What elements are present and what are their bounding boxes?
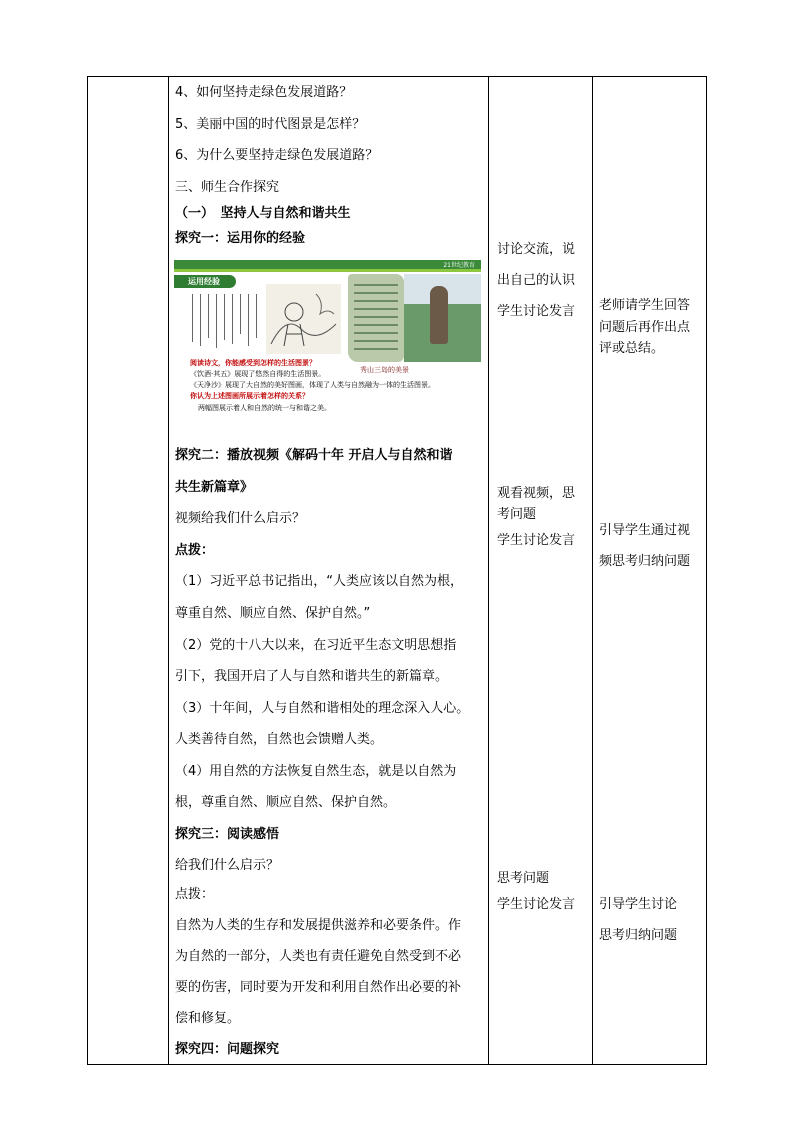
slide-logo: 21世纪教育 — [443, 262, 475, 269]
point-5-line1: 自然为人类的生存和发展提供滋养和必要条件。作 — [175, 918, 462, 933]
question-4: 4、如何坚持走绿色发展道路？ — [175, 85, 353, 100]
student-activity-2-line3: 学生讨论发言 — [497, 533, 576, 548]
column-divider — [488, 77, 489, 1064]
teacher-note-3-line2: 思考归纳问题 — [599, 928, 678, 943]
student-activity-3-line1: 思考问题 — [497, 871, 550, 886]
slide-question-1: 阅读诗文，你能感受到怎样的生活图景？ — [190, 359, 316, 367]
explore-3-heading: 探究三：阅读感悟 — [175, 827, 280, 842]
subsection-heading: （一） 坚持人与自然和谐共生 — [175, 206, 351, 221]
column-divider — [168, 77, 169, 1064]
question-5: 5、美丽中国的时代图景是怎样？ — [175, 117, 366, 132]
slide-header-stripe — [174, 269, 481, 272]
explore-2-heading-line2: 共生新篇章》 — [175, 480, 254, 495]
point-4-line2: 根，尊重自然、顺应自然、保护自然。 — [175, 795, 397, 810]
slide-answer-2: 《天净沙》展现了大自然的美好图画，体现了人类与自然融为一体的生活图景。 — [190, 381, 435, 389]
ink-painting-image — [266, 284, 341, 354]
poem-calligraphy-image — [188, 294, 263, 350]
video-question: 视频给我们什么启示？ — [175, 511, 306, 526]
hint-label: 点拨： — [175, 543, 215, 558]
student-activity-1-line2: 出自己的认识 — [497, 273, 576, 288]
slide-answer-3: 两幅图展示着人和自然的统一与和谐之美。 — [198, 404, 331, 412]
student-activity-1-line3: 学生讨论发言 — [497, 304, 576, 319]
point-4-line1: （4）用自然的方法恢复自然生态，就是以自然为 — [175, 764, 457, 779]
teacher-note-1-line2: 问题后再作出点 — [599, 320, 691, 335]
point-5-line3: 要的伤害，同时要为开发和利用自然作出必要的补 — [175, 980, 462, 995]
point-1-line2: 尊重自然、顺应自然、保护自然。” — [175, 606, 371, 621]
explore-1-heading: 探究一：运用你的经验 — [175, 231, 306, 246]
student-activity-1-line1: 讨论交流，说 — [497, 242, 576, 257]
courseware-slide-image — [174, 260, 481, 430]
slide-tag: 运用经验 — [188, 277, 220, 286]
explore-4-heading: 探究四：问题探究 — [175, 1042, 280, 1057]
column-divider — [592, 77, 593, 1064]
student-activity-2-line1: 观看视频，思 — [497, 486, 576, 501]
point-3-line1: （3）十年间，人与自然和谐相处的理念深入人心。 — [175, 701, 470, 716]
section-heading: 三、师生合作探究 — [175, 180, 280, 195]
point-5-line2: 为自然的一部分，人类也有责任避免自然受到不必 — [175, 949, 462, 964]
point-1-line1: （1）习近平总书记指出，“人类应该以自然为根， — [175, 574, 464, 589]
point-2-line1: （2）党的十八大以来，在习近平生态文明思想指 — [175, 638, 457, 653]
slide-header-bar — [174, 260, 481, 269]
carved-stone-image — [348, 274, 404, 362]
rock-landscape-image — [404, 274, 481, 362]
question-6: 6、为什么要坚持走绿色发展道路？ — [175, 148, 379, 163]
teacher-note-1-line1: 老师请学生回答 — [599, 298, 691, 313]
lesson-table — [87, 76, 707, 1065]
point-3-line2: 人类善待自然，自然也会馈赠人类。 — [175, 732, 384, 747]
reading-question: 给我们什么启示？ — [175, 858, 280, 873]
teacher-note-3-line1: 引导学生讨论 — [599, 897, 678, 912]
point-5-line4: 偿和修复。 — [175, 1011, 241, 1026]
teacher-note-2-line2: 频思考归纳问题 — [599, 554, 691, 569]
teacher-note-2-line1: 引导学生通过视 — [599, 523, 691, 538]
hint-label: 点拨： — [175, 887, 215, 902]
point-2-line2: 引下，我国开启了人与自然和谐共生的新篇章。 — [175, 669, 449, 684]
student-activity-2-line2: 考问题 — [497, 507, 537, 522]
slide-caption: 秀山三岛的美景 — [360, 366, 409, 374]
slide-answer-1: 《饮酒·其五》展现了悠然自得的生活图景。 — [190, 370, 326, 378]
slide-question-2: 你认为上述图画所展示着怎样的关系？ — [190, 392, 309, 400]
teacher-note-1-line3: 评或总结。 — [599, 341, 665, 356]
explore-2-heading-line1: 探究二：播放视频《解码十年 开启人与自然和谐 — [175, 448, 453, 463]
student-activity-3-line2: 学生讨论发言 — [497, 897, 576, 912]
